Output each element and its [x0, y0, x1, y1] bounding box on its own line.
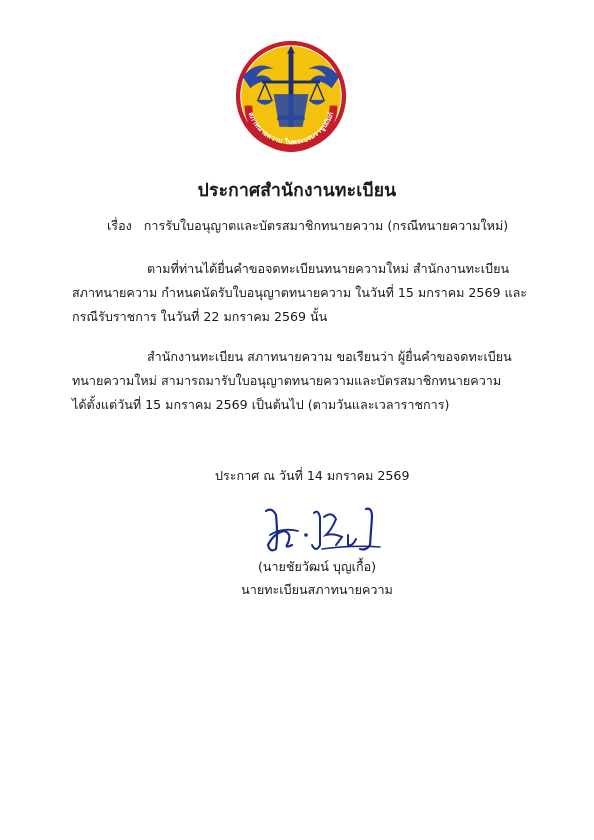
paragraph-1-line: ตามที่ท่านได้ยื่นคำขอจดทะเบียนทนายความใหม่ สำนักงานทะเบียน [147, 261, 510, 276]
subject-text: การรับใบอนุญาตและบัตรสมาชิกทนายความ (กรณีทนายความใหม่) [143, 218, 509, 233]
signer-position: นายทะเบียนสภาทนายความ [241, 582, 393, 597]
page-title: ประกาศสำนักงานทะเบียน [197, 181, 397, 201]
lawyers-council-seal-icon [233, 38, 349, 154]
announcement-date: ประกาศ ณ วันที่ 14 มกราคม 2569 [215, 468, 410, 483]
paragraph-1-line: กรณีรับราชการ ในวันที่ 22 มกราคม 2569 นั้น [72, 309, 328, 324]
paragraph-2 [72, 345, 550, 417]
paragraph-1-line: สภาทนายความ กำหนดนัดรับใบอนุญาตทนายความ ในวันที่ 15 มกราคม 2569 และ [72, 285, 528, 300]
subject-label: เรื่อง [107, 218, 132, 233]
seal-ring-text: สภาทนายความ ในพระบรมราชูปถัมภ์ [246, 111, 336, 147]
paragraph-2-line: ทนายความใหม่ สามารถมารับใบอนุญาตทนายความและบัตรสมาชิกทนายความ [72, 373, 502, 388]
subject-line [107, 216, 508, 236]
paragraph-1 [72, 257, 550, 329]
signer-name: (นายชัยวัฒน์ บุญเกื้อ) [257, 559, 377, 574]
handwritten-signature [262, 505, 384, 559]
paragraph-2-line: สำนักงานทะเบียน สภาทนายความ ขอเรียนว่า ผู้ยื่นคำขอจดทะเบียน [147, 349, 512, 364]
paragraph-2-line: ได้ตั้งแต่วันที่ 15 มกราคม 2569 เป็นต้นไป (ตามวันและเวลาราชการ) [72, 397, 450, 412]
